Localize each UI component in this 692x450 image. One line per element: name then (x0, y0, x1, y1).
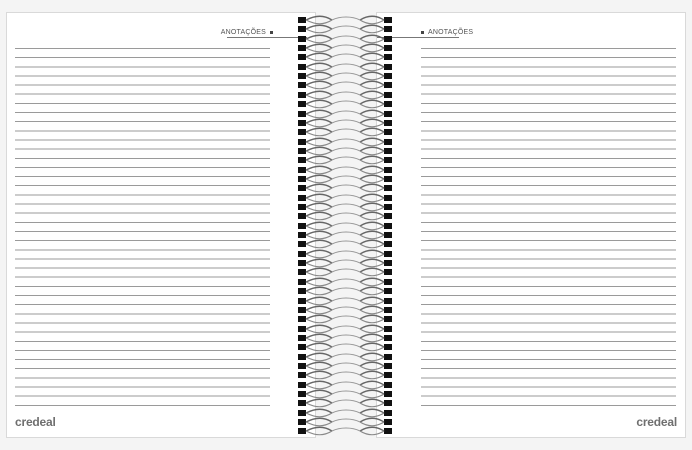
left-header (221, 29, 273, 36)
left-page (6, 12, 316, 438)
right-ruled-lines (421, 48, 676, 414)
header-square-icon (421, 31, 424, 34)
right-brand-logo: credeal (636, 415, 677, 429)
header-square-icon (270, 31, 273, 34)
right-header-label: ANOTAÇÕES (428, 29, 474, 36)
right-header (421, 29, 473, 36)
spiral-ring-icon (296, 426, 396, 436)
right-page (376, 12, 686, 438)
left-brand-logo: credeal (15, 415, 56, 429)
left-header-label: ANOTAÇÕES (220, 29, 266, 36)
left-header-line (227, 37, 307, 38)
left-ruled-lines (15, 48, 270, 414)
spiral-binding (296, 12, 396, 438)
